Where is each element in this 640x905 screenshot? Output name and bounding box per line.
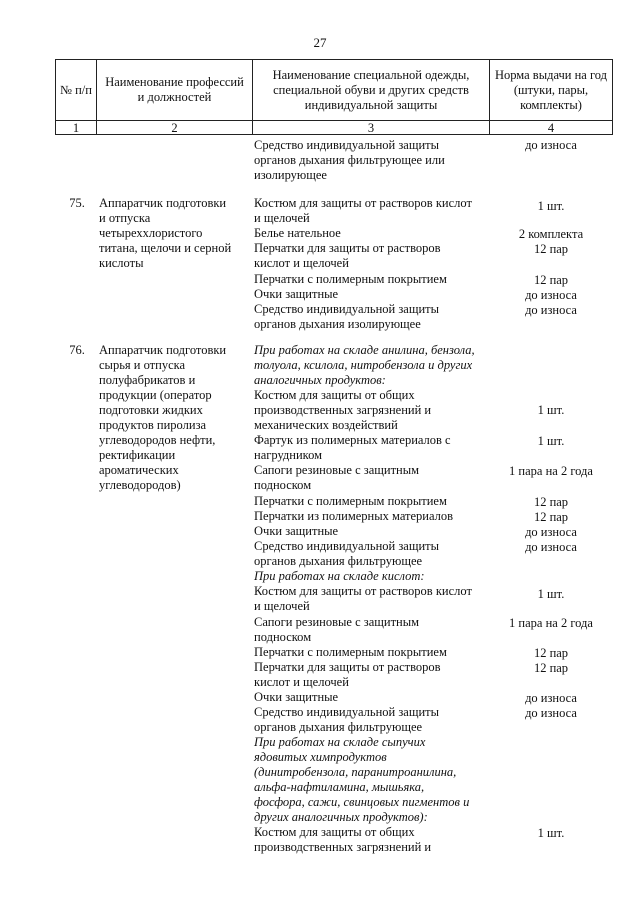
section-heading-line: аналогичных продуктов: — [254, 373, 386, 387]
norm-value: 12 пар — [533, 510, 569, 524]
header-num-3: 3 — [367, 121, 375, 135]
item-line: и щелочей — [254, 211, 310, 225]
item-line: Белье нательное — [254, 226, 341, 240]
section-heading-line: При работах на складе кислот: — [254, 569, 425, 583]
norm-value: до износа — [525, 706, 577, 720]
section-heading-line: (динитробензола, паранитроанилина, — [254, 765, 457, 779]
profession-line: подготовки жидких — [99, 403, 203, 417]
item-line: кислот и щелочей — [254, 256, 349, 270]
profession-line: кислоты — [99, 256, 144, 270]
item-line: производственных загрязнений и — [254, 403, 432, 417]
item-line: Очки защитные — [254, 524, 339, 538]
norm-value: 12 пар — [533, 495, 569, 509]
header-col-profession: Наименование профессий и должностей — [105, 75, 244, 104]
norm-value: 12 пар — [533, 242, 569, 256]
profession-line: и отпуска — [99, 211, 151, 225]
item-line: Очки защитные — [254, 287, 339, 301]
item-line: производственных загрязнений и — [254, 840, 432, 854]
row-number: 76. — [69, 343, 85, 357]
section-heading-line: альфа-нафтиламина, мышьяка, — [254, 780, 425, 794]
item-line: Перчатки с полимерным покрытием — [254, 494, 447, 508]
item-line: органов дыхания фильтрующее — [254, 554, 423, 568]
item-line: органов дыхания фильтрующее — [254, 720, 423, 734]
item-line: Сапоги резиновые с защитным — [254, 615, 420, 629]
item-line: изолирующее — [254, 168, 327, 182]
section-heading-line: толуола, ксилола, нитробензола и других — [254, 358, 473, 372]
norm-value: 1 шт. — [537, 403, 565, 417]
header-num-1: 1 — [72, 121, 80, 135]
header-num-4: 4 — [547, 121, 555, 135]
item-line: Перчатки для защиты от растворов — [254, 241, 441, 255]
profession-line: сырья и отпуска — [99, 358, 186, 372]
header-col-norm: Норма выдачи на год (штуки, пары, комплекты) — [494, 67, 608, 112]
norm-value: 1 пара на 2 года — [509, 464, 593, 478]
item-line: Перчатки для защиты от растворов — [254, 660, 441, 674]
item-line: механических воздействий — [254, 418, 398, 432]
section-heading-line: При работах на складе сыпучих — [254, 735, 426, 749]
profession-line: титана, щелочи и серной — [99, 241, 232, 255]
item-line: Средство индивидуальной защиты — [254, 138, 440, 152]
item-line: органов дыхания изолирующее — [254, 317, 421, 331]
item-line: органов дыхания фильтрующее или — [254, 153, 445, 167]
header-col-equipment: Наименование специальной одежды, специальной обуви и других средств индивидуальной защиты — [272, 67, 470, 112]
item-line: Костюм для защиты от растворов кислот — [254, 584, 472, 598]
norm-value: до износа — [525, 691, 577, 705]
norm-value: 1 пара на 2 года — [509, 616, 593, 630]
page-number: 27 — [313, 35, 327, 50]
row-number: 75. — [69, 196, 85, 210]
item-line: кислот и щелочей — [254, 675, 349, 689]
norm-value: 12 пар — [533, 273, 569, 287]
profession-line: четыреххлористого — [99, 226, 203, 240]
item-line: Перчатки с полимерным покрытием — [254, 645, 447, 659]
norm-value: до износа — [525, 540, 577, 554]
item-line: Перчатки с полимерным покрытием — [254, 272, 447, 286]
norm-value: до износа — [525, 303, 577, 317]
item-line: Костюм для защиты от общих — [254, 825, 415, 839]
item-line: Средство индивидуальной защиты — [254, 539, 440, 553]
header-col-number: № п/п — [60, 82, 92, 97]
item-line: Очки защитные — [254, 690, 339, 704]
norm-value: 1 шт. — [537, 434, 565, 448]
item-line: Фартук из полимерных материалов с — [254, 433, 451, 447]
norm-value: до износа — [525, 138, 577, 152]
item-line: Средство индивидуальной защиты — [254, 302, 440, 316]
profession-line: ректификации — [99, 448, 176, 462]
section-heading-line: При работах на складе анилина, бензола, — [254, 343, 475, 357]
norm-value: 12 пар — [533, 646, 569, 660]
norm-value: 1 шт. — [537, 199, 565, 213]
item-line: подноском — [254, 478, 312, 492]
profession-line: ароматических — [99, 463, 179, 477]
header-num-2: 2 — [171, 121, 178, 135]
section-heading-line: ядовитых химпродуктов — [254, 750, 387, 764]
item-line: Сапоги резиновые с защитным — [254, 463, 420, 477]
profession-line: продукции (оператор — [99, 388, 212, 402]
section-heading-line: фосфора, сажи, свинцовых пигментов и — [254, 795, 470, 809]
item-line: и щелочей — [254, 599, 310, 613]
item-line: Перчатки из полимерных материалов — [254, 509, 454, 523]
profession-line: Аппаратчик подготовки — [99, 343, 227, 357]
profession-line: углеводородов) — [99, 478, 181, 492]
norm-value: 1 шт. — [537, 587, 565, 601]
norm-value: 2 комплекта — [518, 227, 584, 241]
section-heading-line: других аналогичных продуктов): — [254, 810, 428, 824]
item-line: Костюм для защиты от растворов кислот — [254, 196, 472, 210]
profession-line: углеводородов нефти, — [99, 433, 216, 447]
item-line: Средство индивидуальной защиты — [254, 705, 440, 719]
profession-line: продуктов пиролиза — [99, 418, 207, 432]
norm-value: 12 пар — [533, 661, 569, 675]
norm-value: 1 шт. — [537, 826, 565, 840]
norm-value: до износа — [525, 525, 577, 539]
profession-line: Аппаратчик подготовки — [99, 196, 227, 210]
norm-value: до износа — [525, 288, 577, 302]
profession-line: полуфабрикатов и — [99, 373, 196, 387]
item-line: нагрудником — [254, 448, 323, 462]
item-line: подноском — [254, 630, 312, 644]
item-line: Костюм для защиты от общих — [254, 388, 415, 402]
